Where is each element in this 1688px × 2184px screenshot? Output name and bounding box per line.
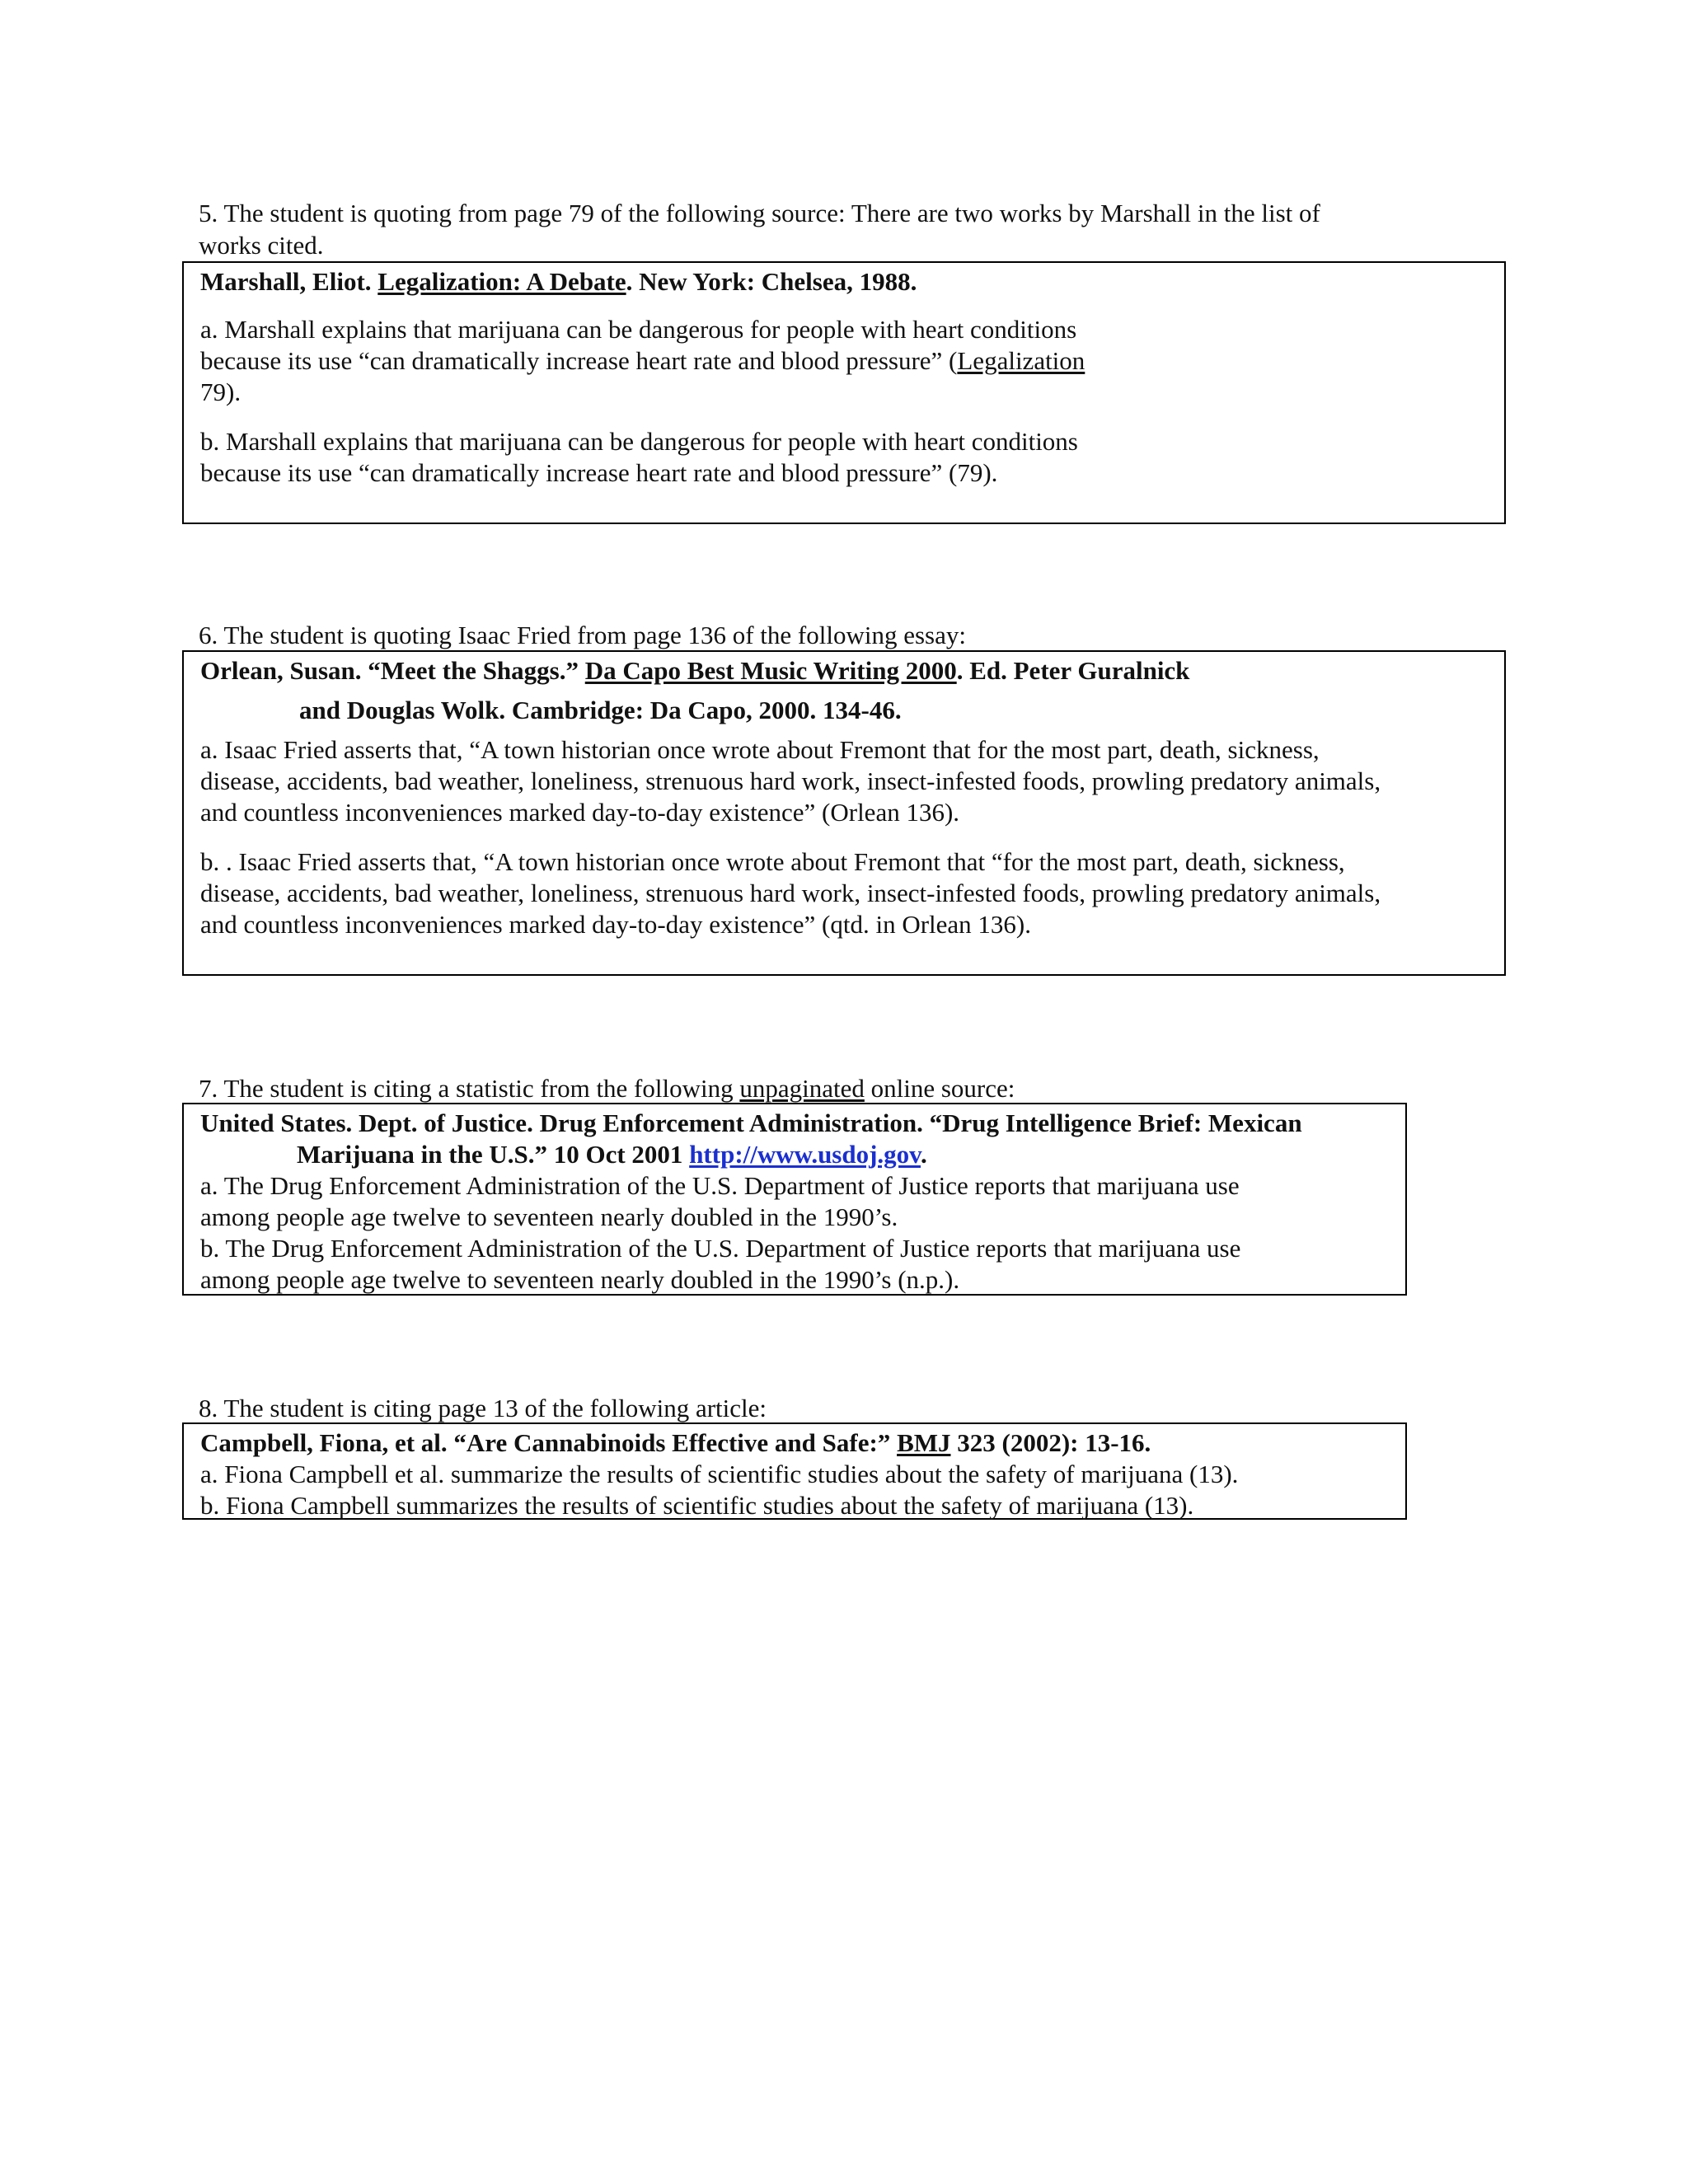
question-6-citation-line2: and Douglas Wolk. Cambridge: Da Capo, 2000. 134-46.: [299, 696, 902, 724]
citation-publisher: . New York: Chelsea, 1988.: [626, 267, 917, 296]
question-6-box: [182, 650, 1506, 976]
option-text: b. . Isaac Fried asserts that, “A town historian once wrote about Fremont that “for the most part, death, sickness,: [200, 847, 1345, 876]
question-6-option-a: [200, 734, 1489, 828]
question-7-option-a: [200, 1170, 1390, 1233]
citation-volume: 323 (2002): 13-16.: [950, 1428, 1151, 1457]
citation-line2: [200, 1140, 927, 1169]
citation-text: .: [920, 1140, 927, 1169]
option-text: and countless inconveniences marked day-to-day existence” (Orlean 136).: [200, 798, 960, 827]
citation-text: Marijuana in the U.S.” 10 Oct 2001: [297, 1140, 690, 1169]
prompt-text: online source:: [864, 1074, 1015, 1103]
prompt-emphasis: unpaginated: [739, 1074, 865, 1103]
option-text: a. Isaac Fried asserts that, “A town historian once wrote about Fremont that for the most part, death, sickness,: [200, 735, 1320, 764]
question-8-option-b: b. Fiona Campbell summarizes the results of scientific studies about the safety of marijuana (13).: [200, 1491, 1194, 1520]
question-6-citation: [200, 655, 1489, 687]
question-5-prompt: [199, 197, 1320, 261]
question-7-prompt: [199, 1072, 1015, 1104]
prompt-text: 7. The student is citing a statistic from the following: [199, 1074, 740, 1103]
citation-journal: BMJ: [897, 1428, 951, 1457]
question-8-prompt: 8. The student is citing page 13 of the following article:: [199, 1394, 767, 1422]
option-text: among people age twelve to seventeen nearly doubled in the 1990’s.: [200, 1202, 898, 1231]
question-6-prompt: 6. The student is quoting Isaac Fried from page 136 of the following essay:: [199, 621, 966, 649]
option-text: among people age twelve to seventeen nearly doubled in the 1990’s (n.p.).: [200, 1265, 960, 1294]
question-8-option-a: a. Fiona Campbell et al. summarize the results of scientific studies about the safety of marijuana (13).: [200, 1460, 1239, 1488]
citation-title: Da Capo Best Music Writing 2000: [584, 656, 957, 685]
option-text: 79).: [200, 377, 241, 406]
option-text: because its use “can dramatically increase heart rate and blood pressure” (79).: [200, 458, 998, 487]
question-8-box: [182, 1422, 1407, 1520]
question-7-box: [182, 1103, 1407, 1296]
option-title: Legalization: [957, 346, 1085, 375]
citation-author: Campbell, Fiona, et al. “Are Cannabinoids Effective and Safe:”: [200, 1428, 898, 1457]
option-text: because its use “can dramatically increase heart rate and blood pressure” (: [200, 346, 958, 375]
option-text: disease, accidents, bad weather, loneliness, strenuous hard work, insect-infested foods, prowling predatory animals,: [200, 766, 1381, 795]
citation-text: United States. Dept. of Justice. Drug Enforcement Administration. “Drug Intelligence Brief: Mexican: [200, 1108, 1302, 1137]
usdoj-link[interactable]: http://www.usdoj.gov: [689, 1140, 921, 1169]
question-5-option-b: [200, 426, 1489, 489]
citation-author: Orlean, Susan. “Meet the Shaggs.”: [200, 656, 585, 685]
question-5-prompt-line2: works cited.: [199, 231, 324, 260]
question-7-citation: [200, 1108, 1390, 1170]
citation-title: Legalization: A Debate: [377, 267, 626, 296]
option-text: a. Marshall explains that marijuana can be dangerous for people with heart conditions: [200, 315, 1077, 344]
question-5-citation: [200, 266, 1489, 298]
option-text: disease, accidents, bad weather, loneliness, strenuous hard work, insect-infested foods, prowling predatory animals,: [200, 879, 1381, 907]
citation-editor: . Ed. Peter Guralnick: [956, 656, 1190, 685]
option-text: b. The Drug Enforcement Administration of the U.S. Department of Justice reports that marijuana use: [200, 1234, 1241, 1263]
question-5-option-a: [200, 314, 1489, 408]
question-7-option-b: [200, 1233, 1390, 1296]
question-6-option-b: [200, 846, 1489, 940]
option-text: and countless inconveniences marked day-to-day existence” (qtd. in Orlean 136).: [200, 910, 1031, 939]
option-text: b. Marshall explains that marijuana can be dangerous for people with heart conditions: [200, 427, 1078, 456]
question-8-citation: [200, 1427, 1390, 1459]
citation-author: Marshall, Eliot.: [200, 267, 378, 296]
question-5-box: [182, 261, 1506, 524]
question-5-prompt-line1: 5. The student is quoting from page 79 of the following source: There are two works by Marshall in the list of: [199, 199, 1320, 227]
option-text: a. The Drug Enforcement Administration of the U.S. Department of Justice reports that marijuana use: [200, 1171, 1240, 1200]
